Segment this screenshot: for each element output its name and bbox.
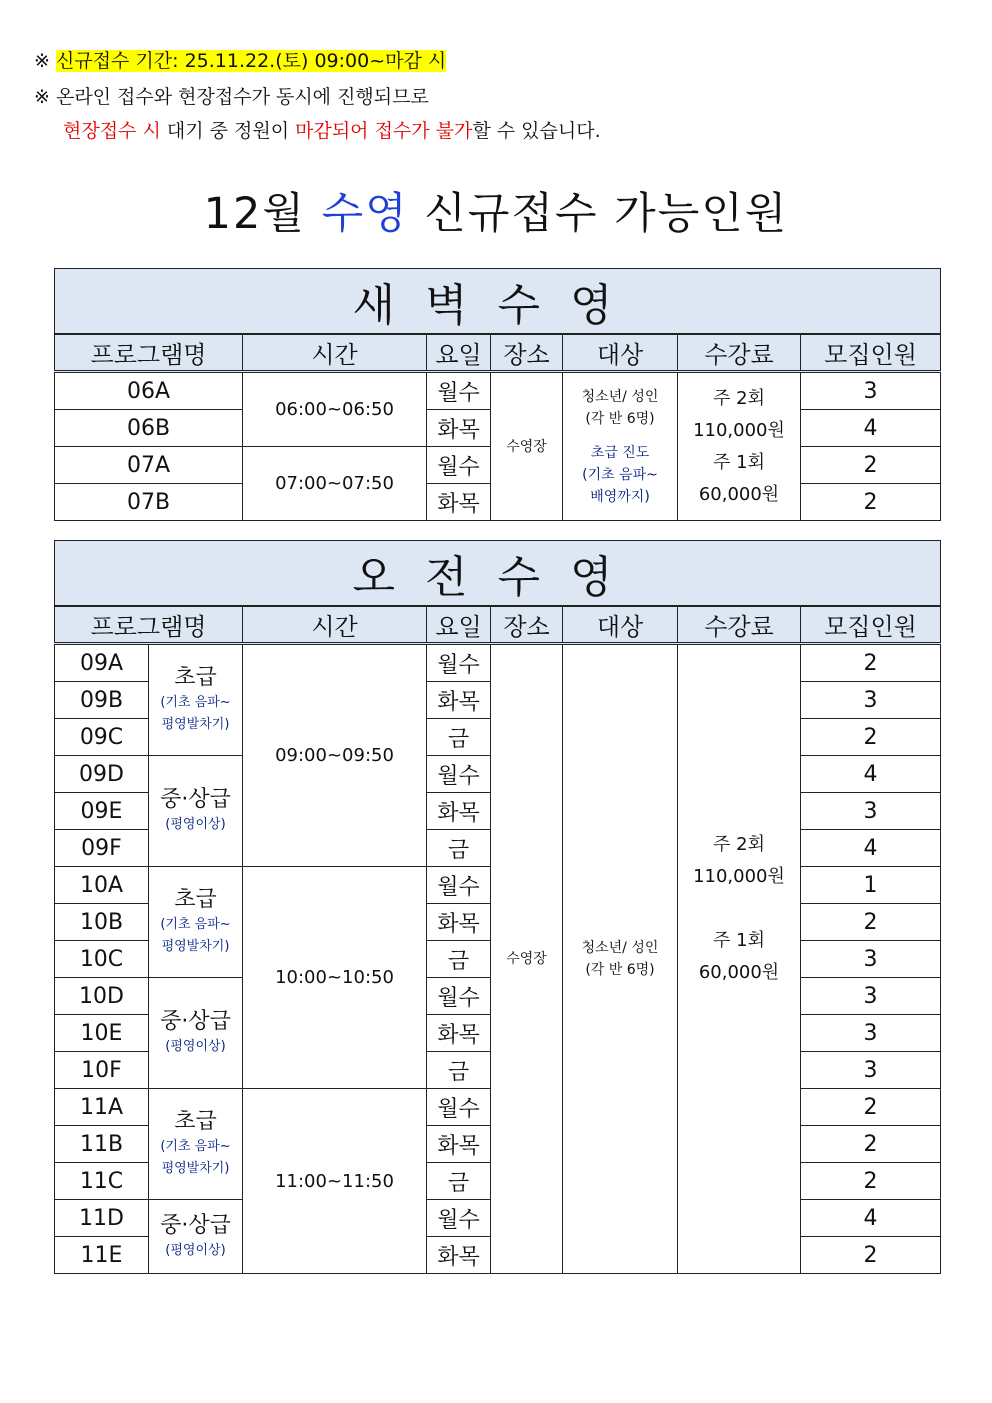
count-cell: 4 xyxy=(801,1200,941,1237)
count-cell: 3 xyxy=(801,793,941,830)
dawn-swim-table xyxy=(54,268,941,521)
count-cell: 1 xyxy=(801,867,941,904)
level-cell-beginner: 초급 (기초 음파~ 평영발차기) xyxy=(149,867,243,978)
header-count: 모집인원 xyxy=(801,334,941,372)
level-cell-advanced: 중·상급 (평영이상) xyxy=(149,756,243,867)
day-cell: 월수 xyxy=(427,978,491,1015)
level-cell-advanced: 중·상급 (평영이상) xyxy=(149,978,243,1089)
time-slot: 11:00~11:50 xyxy=(243,1089,427,1274)
program-name: 09C xyxy=(55,719,149,756)
program-name: 11D xyxy=(55,1200,149,1237)
fee-cell: 주 2회 110,000원 주 1회 60,000원 xyxy=(678,372,801,521)
program-name: 11C xyxy=(55,1163,149,1200)
time-slot: 07:00~07:50 xyxy=(243,447,427,521)
day-cell: 화목 xyxy=(427,904,491,941)
day-cell: 월수 xyxy=(427,756,491,793)
time-slot: 06:00~06:50 xyxy=(243,372,427,447)
time-slot: 10:00~10:50 xyxy=(243,867,427,1089)
program-name: 09E xyxy=(55,793,149,830)
day-cell: 월수 xyxy=(427,1200,491,1237)
header-place: 장소 xyxy=(491,334,563,372)
count-cell: 3 xyxy=(801,1015,941,1052)
day-cell: 화목 xyxy=(427,1015,491,1052)
header-time: 시간 xyxy=(243,606,427,644)
time-slot: 09:00~09:50 xyxy=(243,644,427,867)
day-cell: 월수 xyxy=(427,447,491,484)
day-cell: 월수 xyxy=(427,867,491,904)
program-name: 06A xyxy=(55,372,243,410)
day-cell: 화목 xyxy=(427,793,491,830)
day-cell: 화목 xyxy=(427,1126,491,1163)
header-fee: 수강료 xyxy=(678,334,801,372)
header-fee: 수강료 xyxy=(678,606,801,644)
day-cell: 금 xyxy=(427,1052,491,1089)
section-title: 새벽수영 xyxy=(55,269,941,335)
level-cell-advanced: 중·상급 (평영이상) xyxy=(149,1200,243,1274)
page-title: 12월 수영 신규접수 가능인원 xyxy=(203,189,789,239)
program-name: 09D xyxy=(55,756,149,793)
program-name: 10C xyxy=(55,941,149,978)
level-cell-beginner: 초급 (기초 음파~ 평영발차기) xyxy=(149,644,243,756)
program-name: 10D xyxy=(55,978,149,1015)
notice-online: ※ 온라인 접수와 현장접수가 동시에 진행되므로 xyxy=(34,86,429,108)
day-cell: 월수 xyxy=(427,1089,491,1126)
period-highlight: 신규접수 기간: 25.11.22.(토) 09:00~마감 시 xyxy=(55,50,447,72)
day-cell: 금 xyxy=(427,830,491,867)
section-title: 오전수영 xyxy=(55,541,941,607)
count-cell: 2 xyxy=(801,1089,941,1126)
notice-warning: 현장접수 시 대기 중 정원이 마감되어 접수가 불가할 수 있습니다. xyxy=(63,120,601,142)
count-cell: 4 xyxy=(801,410,941,447)
day-cell: 화목 xyxy=(427,682,491,719)
fee-cell: 주 2회 110,000원 주 1회 60,000원 xyxy=(678,644,801,1274)
count-cell: 4 xyxy=(801,830,941,867)
notice-period: ※ 신규접수 기간: 25.11.22.(토) 09:00~마감 시 xyxy=(34,50,447,72)
place-cell: 수영장 xyxy=(491,644,563,1274)
day-cell: 화목 xyxy=(427,1237,491,1274)
header-place: 장소 xyxy=(491,606,563,644)
day-cell: 금 xyxy=(427,719,491,756)
program-name: 07B xyxy=(55,484,243,521)
header-time: 시간 xyxy=(243,334,427,372)
count-cell: 3 xyxy=(801,1052,941,1089)
count-cell: 2 xyxy=(801,644,941,682)
place-cell: 수영장 xyxy=(491,372,563,521)
program-name: 10B xyxy=(55,904,149,941)
count-cell: 2 xyxy=(801,447,941,484)
count-cell: 2 xyxy=(801,1126,941,1163)
program-name: 10E xyxy=(55,1015,149,1052)
count-cell: 3 xyxy=(801,978,941,1015)
day-cell: 화목 xyxy=(427,410,491,447)
program-name: 10A xyxy=(55,867,149,904)
header-target: 대상 xyxy=(563,334,678,372)
morning-swim-table xyxy=(54,540,941,1274)
day-cell: 금 xyxy=(427,941,491,978)
day-cell: 월수 xyxy=(427,372,491,410)
count-cell: 2 xyxy=(801,1237,941,1274)
program-name: 07A xyxy=(55,447,243,484)
count-cell: 2 xyxy=(801,904,941,941)
header-count: 모집인원 xyxy=(801,606,941,644)
program-name: 11B xyxy=(55,1126,149,1163)
program-name: 11E xyxy=(55,1237,149,1274)
day-cell: 화목 xyxy=(427,484,491,521)
count-cell: 4 xyxy=(801,756,941,793)
header-program: 프로그램명 xyxy=(55,606,243,644)
count-cell: 2 xyxy=(801,1163,941,1200)
program-name: 09B xyxy=(55,682,149,719)
header-day: 요일 xyxy=(427,606,491,644)
day-cell: 월수 xyxy=(427,644,491,682)
level-cell-beginner: 초급 (기초 음파~ 평영발차기) xyxy=(149,1089,243,1200)
program-name: 06B xyxy=(55,410,243,447)
count-cell: 3 xyxy=(801,682,941,719)
header-target: 대상 xyxy=(563,606,678,644)
program-name: 10F xyxy=(55,1052,149,1089)
count-cell: 3 xyxy=(801,372,941,410)
header-day: 요일 xyxy=(427,334,491,372)
day-cell: 금 xyxy=(427,1163,491,1200)
count-cell: 2 xyxy=(801,484,941,521)
header-program: 프로그램명 xyxy=(55,334,243,372)
count-cell: 3 xyxy=(801,941,941,978)
count-cell: 2 xyxy=(801,719,941,756)
target-cell: 청소년/ 성인 (각 반 6명) 초급 진도 (기초 음파~ 배영까지) xyxy=(563,372,678,521)
program-name: 11A xyxy=(55,1089,149,1126)
program-name: 09A xyxy=(55,644,149,682)
target-cell: 청소년/ 성인 (각 반 6명) xyxy=(563,644,678,1274)
program-name: 09F xyxy=(55,830,149,867)
